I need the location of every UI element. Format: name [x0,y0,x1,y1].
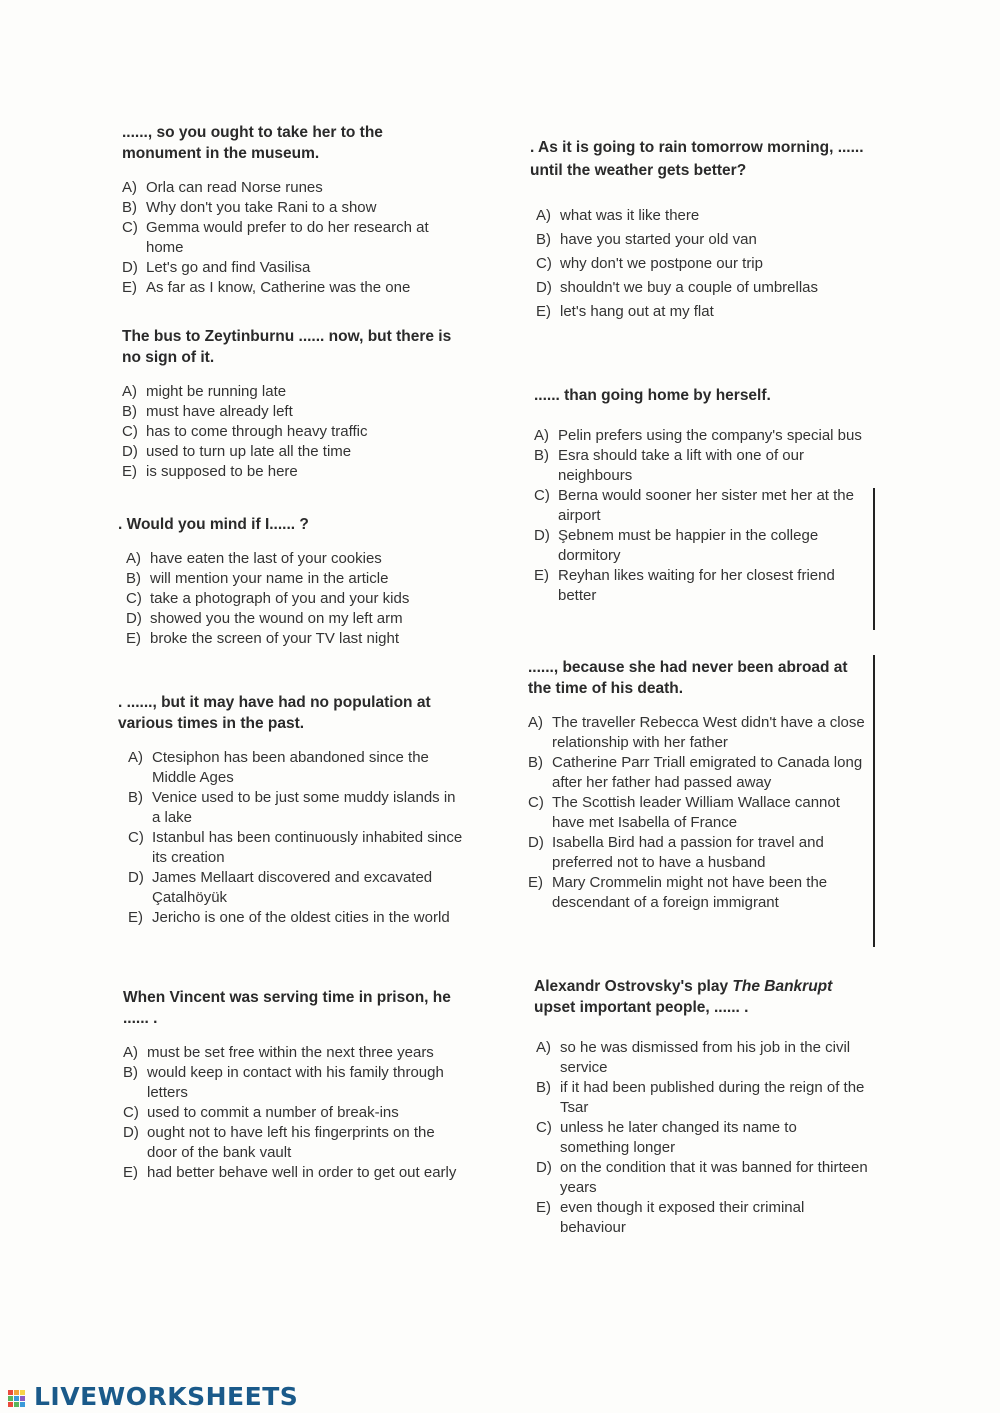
question-5 [123,987,463,1183]
question-9 [534,976,869,1238]
question-stem: ...... than going home by herself. [534,387,771,404]
question-stem: ......, so you ought to take her to the monument in the museum. [122,124,383,162]
option-d[interactable]: D) James Mellaart discovered and excavated Çatalhöyük [128,869,433,906]
option-c[interactable]: C) Istanbul has been continuously inhabited since its creation [128,829,463,866]
option-a[interactable]: A) what was it like there [536,207,700,224]
option-e[interactable]: E) is supposed to be here [122,463,298,480]
option-e[interactable]: E) Reyhan likes waiting for her closest friend better [534,567,835,604]
option-d[interactable]: D) used to turn up late all the time [122,443,352,460]
question-8 [528,657,868,913]
option-a[interactable]: A) Orla can read Norse runes [122,179,323,196]
option-c[interactable]: C) take a photograph of you and your kids [126,590,410,607]
option-a[interactable]: A) might be running late [122,383,287,400]
option-e[interactable]: E) even though it exposed their criminal behaviour [536,1199,805,1236]
options-list [122,382,452,482]
option-b[interactable]: B) have you started your old van [536,231,757,248]
option-a[interactable]: A) The traveller Rebecca West didn't have a close relationship with her father [528,714,865,751]
question-stem: . As it is going to rain tomorrow morning, ...... until the weather gets better? [530,139,864,179]
brand-wordmark: LIVEWORKSHEETS [34,1382,299,1411]
question-stem: . ......, but it may have had no population at various times in the past. [118,694,431,732]
options-list [122,178,452,298]
option-a[interactable]: A) must be set free within the next three years [123,1044,434,1061]
question-7 [534,385,864,606]
option-a[interactable]: A) Pelin prefers using the company's special bus [534,427,862,444]
option-a[interactable]: A) Ctesiphon has been abandoned since the Middle Ages [128,749,429,786]
option-c[interactable]: C) why don't we postpone our trip [536,255,763,272]
options-list [118,748,463,928]
option-b[interactable]: B) Why don't you take Rani to a show [122,199,377,216]
question-stem: . Would you mind if I...... ? [118,516,309,533]
option-a[interactable]: A) have eaten the last of your cookies [126,550,382,567]
option-b[interactable]: B) will mention your name in the article [126,570,389,587]
question-2 [122,326,452,482]
liveworksheets-logo-icon [6,1384,32,1410]
option-b[interactable]: B) Venice used to be just some muddy islands in a lake [128,789,456,826]
question-1 [122,122,452,298]
question-stem: When Vincent was serving time in prison, he ...... . [123,989,451,1027]
option-d[interactable]: D) Isabella Bird had a passion for travel and preferred not to have a husband [528,834,824,871]
option-e[interactable]: E) broke the screen of your TV last night [126,630,400,647]
margin-rule [873,488,875,630]
option-d[interactable]: D) showed you the wound on my left arm [126,610,403,627]
footer-brand[interactable] [6,1382,298,1411]
option-c[interactable]: C) Gemma would prefer to do her research at home [122,219,429,256]
options-list [118,549,458,649]
option-d[interactable]: D) Şebnem must be happier in the college dormitory [534,527,819,564]
option-b[interactable]: B) must have already left [122,403,293,420]
play-title: The Bankrupt [732,978,833,995]
option-b[interactable]: B) Esra should take a lift with one of our neighbours [534,447,804,484]
option-c[interactable]: C) Berna would sooner her sister met her at the airport [534,487,854,524]
option-d[interactable]: D) Let's go and find Vasilisa [122,259,311,276]
option-a[interactable]: A) so he was dismissed from his job in the civil service [536,1039,851,1076]
options-list [534,426,864,606]
option-e[interactable]: E) Jericho is one of the oldest cities in the world [128,909,450,926]
margin-rule [873,655,875,947]
option-d[interactable]: D) on the condition that it was banned for thirteen years [536,1159,868,1196]
options-list [530,204,875,324]
option-b[interactable]: B) Catherine Parr Triall emigrated to Canada long after her father had passed away [528,754,863,791]
option-e[interactable]: E) As far as I know, Catherine was the one [122,279,411,296]
options-list [528,713,868,913]
option-d[interactable]: D) shouldn't we buy a couple of umbrellas [536,279,819,296]
option-b[interactable]: B) would keep in contact with his family through letters [123,1064,444,1101]
option-d[interactable]: D) ought not to have left his fingerprints on the door of the bank vault [123,1124,435,1161]
question-stem: ......, because she had never been abroad at the time of his death. [528,659,848,697]
option-c[interactable]: C) has to come through heavy traffic [122,423,368,440]
question-stem: Alexandr Ostrovsky's play The Bankrupt upset important people, ...... . [534,978,833,1016]
option-e[interactable]: E) let's hang out at my flat [536,303,714,320]
options-list [534,1038,869,1238]
option-c[interactable]: C) The Scottish leader William Wallace cannot have met Isabella of France [528,794,840,831]
question-6 [530,136,875,324]
option-b[interactable]: B) if it had been published during the reign of the Tsar [536,1079,865,1116]
option-e[interactable]: E) had better behave well in order to get out early [123,1164,457,1181]
option-c[interactable]: C) unless he later changed its name to something longer [536,1119,797,1156]
option-e[interactable]: E) Mary Crommelin might not have been the descendant of a foreign immigrant [528,874,828,911]
question-4 [118,692,463,928]
question-stem: The bus to Zeytinburnu ...... now, but there is no sign of it. [122,328,452,366]
option-c[interactable]: C) used to commit a number of break-ins [123,1104,399,1121]
question-3 [118,514,458,649]
options-list [123,1043,463,1183]
